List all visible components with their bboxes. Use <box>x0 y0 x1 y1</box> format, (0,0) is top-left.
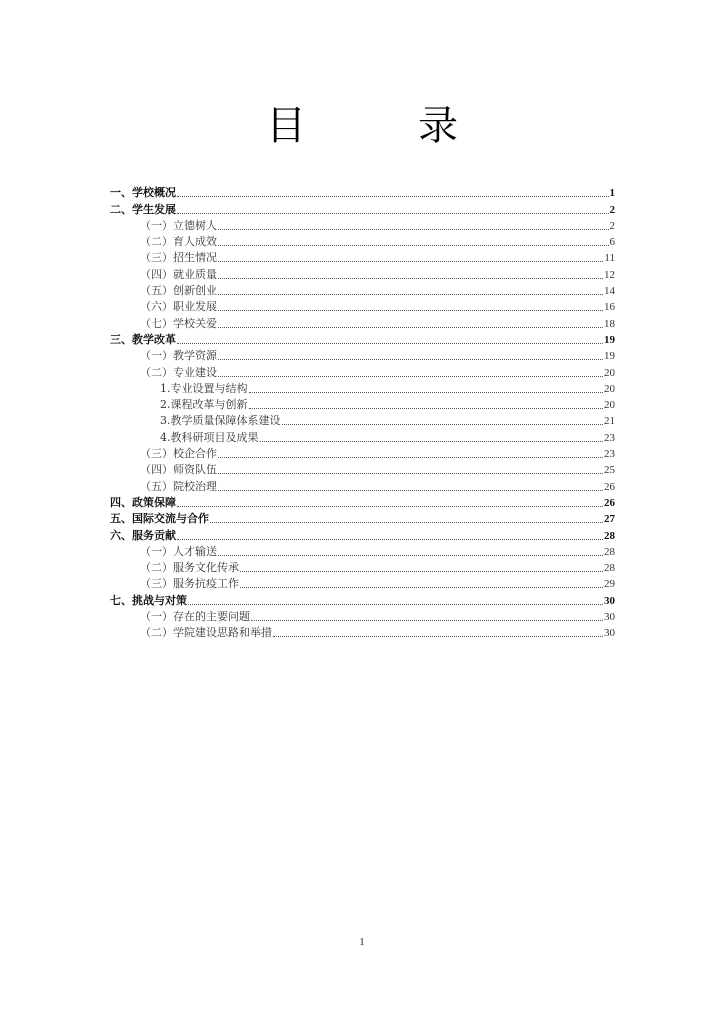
toc-dot-leader <box>218 456 603 458</box>
toc-entry[interactable] <box>110 446 615 462</box>
toc-entry-label: 3.教学质量保障体系建设 <box>160 414 281 428</box>
toc-entry-page-number: 16 <box>604 301 615 314</box>
toc-entry[interactable] <box>110 283 615 299</box>
toc-entry-page-number: 18 <box>604 317 615 330</box>
toc-entry-label: 二、学生发展 <box>110 202 176 216</box>
toc-entry-page-number: 21 <box>604 415 615 428</box>
toc-entry-label: （四）师资队伍 <box>140 463 217 477</box>
toc-entry-label: 1.专业设置与结构 <box>160 381 248 395</box>
toc-entry-page-number: 27 <box>604 513 615 526</box>
toc-dot-leader <box>240 570 603 572</box>
toc-entry[interactable] <box>110 544 615 560</box>
page-title: 目 录 <box>266 103 494 149</box>
toc-entry[interactable] <box>110 413 615 429</box>
toc-entry-page-number: 26 <box>604 496 615 509</box>
toc-entry[interactable] <box>110 250 615 266</box>
toc-entry[interactable] <box>110 560 615 576</box>
toc-entry[interactable] <box>110 609 615 625</box>
toc-dot-leader <box>218 244 609 246</box>
table-of-contents <box>110 185 615 641</box>
toc-dot-leader <box>249 407 604 409</box>
toc-dot-leader <box>218 309 603 311</box>
toc-entry[interactable] <box>110 592 615 608</box>
toc-entry-page-number: 28 <box>604 562 615 575</box>
toc-entry-page-number: 25 <box>604 464 615 477</box>
toc-entry-label: 一、学校概况 <box>110 186 176 200</box>
toc-entry-page-number: 30 <box>604 611 615 624</box>
toc-dot-leader <box>249 391 604 393</box>
toc-entry-page-number: 12 <box>604 268 615 281</box>
toc-dot-leader <box>218 228 609 230</box>
toc-entry[interactable] <box>110 576 615 592</box>
toc-entry-page-number: 19 <box>604 333 615 346</box>
toc-entry-page-number: 28 <box>604 529 615 542</box>
toc-dot-leader <box>260 440 604 442</box>
toc-entry-page-number: 30 <box>604 594 615 607</box>
toc-entry[interactable] <box>110 397 615 413</box>
toc-dot-leader <box>177 212 609 214</box>
toc-entry-page-number: 29 <box>604 578 615 591</box>
toc-entry-page-number: 23 <box>604 431 615 444</box>
toc-entry-label: （三）招生情况 <box>140 251 217 265</box>
toc-entry-label: （二）专业建设 <box>140 365 217 379</box>
toc-dot-leader <box>218 277 603 279</box>
toc-dot-leader <box>210 521 603 523</box>
toc-entry[interactable] <box>110 201 615 217</box>
toc-entry[interactable] <box>110 478 615 494</box>
toc-entry-label: 七、挑战与对策 <box>110 593 187 607</box>
toc-entry[interactable] <box>110 332 615 348</box>
toc-dot-leader <box>218 554 603 556</box>
toc-entry-label: （二）服务文化传承 <box>140 561 239 575</box>
toc-entry[interactable] <box>110 495 615 511</box>
toc-entry[interactable] <box>110 511 615 527</box>
toc-entry[interactable] <box>110 625 615 641</box>
toc-entry-page-number: 30 <box>604 627 615 640</box>
toc-dot-leader <box>177 538 603 540</box>
toc-entry[interactable] <box>110 429 615 445</box>
toc-entry-label: （三）校企合作 <box>140 447 217 461</box>
toc-dot-leader <box>177 342 603 344</box>
toc-entry[interactable] <box>110 315 615 331</box>
toc-dot-leader <box>218 489 603 491</box>
toc-dot-leader <box>218 472 603 474</box>
toc-entry[interactable] <box>110 185 615 201</box>
toc-entry[interactable] <box>110 364 615 380</box>
toc-entry-page-number: 11 <box>604 252 615 265</box>
toc-entry-label: 三、教学改革 <box>110 332 176 346</box>
toc-entry-label: （一）立德树人 <box>140 218 217 232</box>
toc-dot-leader <box>240 586 603 588</box>
toc-entry-page-number: 20 <box>604 366 615 379</box>
toc-entry-label: （三）服务抗疫工作 <box>140 577 239 591</box>
toc-entry-page-number: 26 <box>604 480 615 493</box>
toc-dot-leader <box>218 260 603 262</box>
toc-entry-label: 4.教科研项目及成果 <box>160 430 259 444</box>
page-number: 1 <box>359 936 365 948</box>
toc-entry-page-number: 28 <box>604 545 615 558</box>
toc-entry-page-number: 2 <box>609 219 615 232</box>
toc-entry-page-number: 2 <box>609 203 615 216</box>
toc-entry-page-number: 23 <box>604 448 615 461</box>
toc-entry-label: （五）院校治理 <box>140 479 217 493</box>
toc-dot-leader <box>251 619 603 621</box>
toc-dot-leader <box>177 505 603 507</box>
toc-entry[interactable] <box>110 348 615 364</box>
toc-entry-page-number: 1 <box>609 187 615 200</box>
toc-entry-label: （一）存在的主要问题 <box>140 610 250 624</box>
toc-entry-label: 四、政策保障 <box>110 495 176 509</box>
toc-dot-leader <box>218 293 603 295</box>
toc-dot-leader <box>188 603 603 605</box>
toc-dot-leader <box>282 423 604 425</box>
toc-dot-leader <box>218 326 603 328</box>
toc-entry[interactable] <box>110 299 615 315</box>
toc-entry-label: 2.课程改革与创新 <box>160 398 248 412</box>
toc-entry-label: （一）人才输送 <box>140 544 217 558</box>
toc-entry-label: （七）学校关爱 <box>140 316 217 330</box>
toc-dot-leader <box>218 375 603 377</box>
toc-entry-page-number: 14 <box>604 285 615 298</box>
toc-entry-label: 五、国际交流与合作 <box>110 512 209 526</box>
toc-entry-label: 六、服务贡献 <box>110 528 176 542</box>
toc-entry-label: （二）育人成效 <box>140 235 217 249</box>
toc-entry-label: （六）职业发展 <box>140 300 217 314</box>
toc-entry[interactable] <box>110 462 615 478</box>
toc-entry[interactable] <box>110 266 615 282</box>
toc-entry-page-number: 20 <box>604 399 615 412</box>
toc-entry[interactable] <box>110 527 615 543</box>
toc-entry[interactable] <box>110 234 615 250</box>
toc-entry-page-number: 19 <box>604 350 615 363</box>
toc-dot-leader <box>218 358 603 360</box>
toc-entry-label: （一）教学资源 <box>140 349 217 363</box>
toc-entry-label: （四）就业质量 <box>140 267 217 281</box>
toc-entry-label: （五）创新创业 <box>140 284 217 298</box>
toc-entry[interactable] <box>110 218 615 234</box>
toc-dot-leader <box>273 635 603 637</box>
toc-entry-label: （二）学院建设思路和举措 <box>140 626 272 640</box>
toc-dot-leader <box>177 195 609 197</box>
toc-entry[interactable] <box>110 381 615 397</box>
toc-entry-page-number: 20 <box>604 382 615 395</box>
toc-entry-page-number: 6 <box>609 236 615 249</box>
